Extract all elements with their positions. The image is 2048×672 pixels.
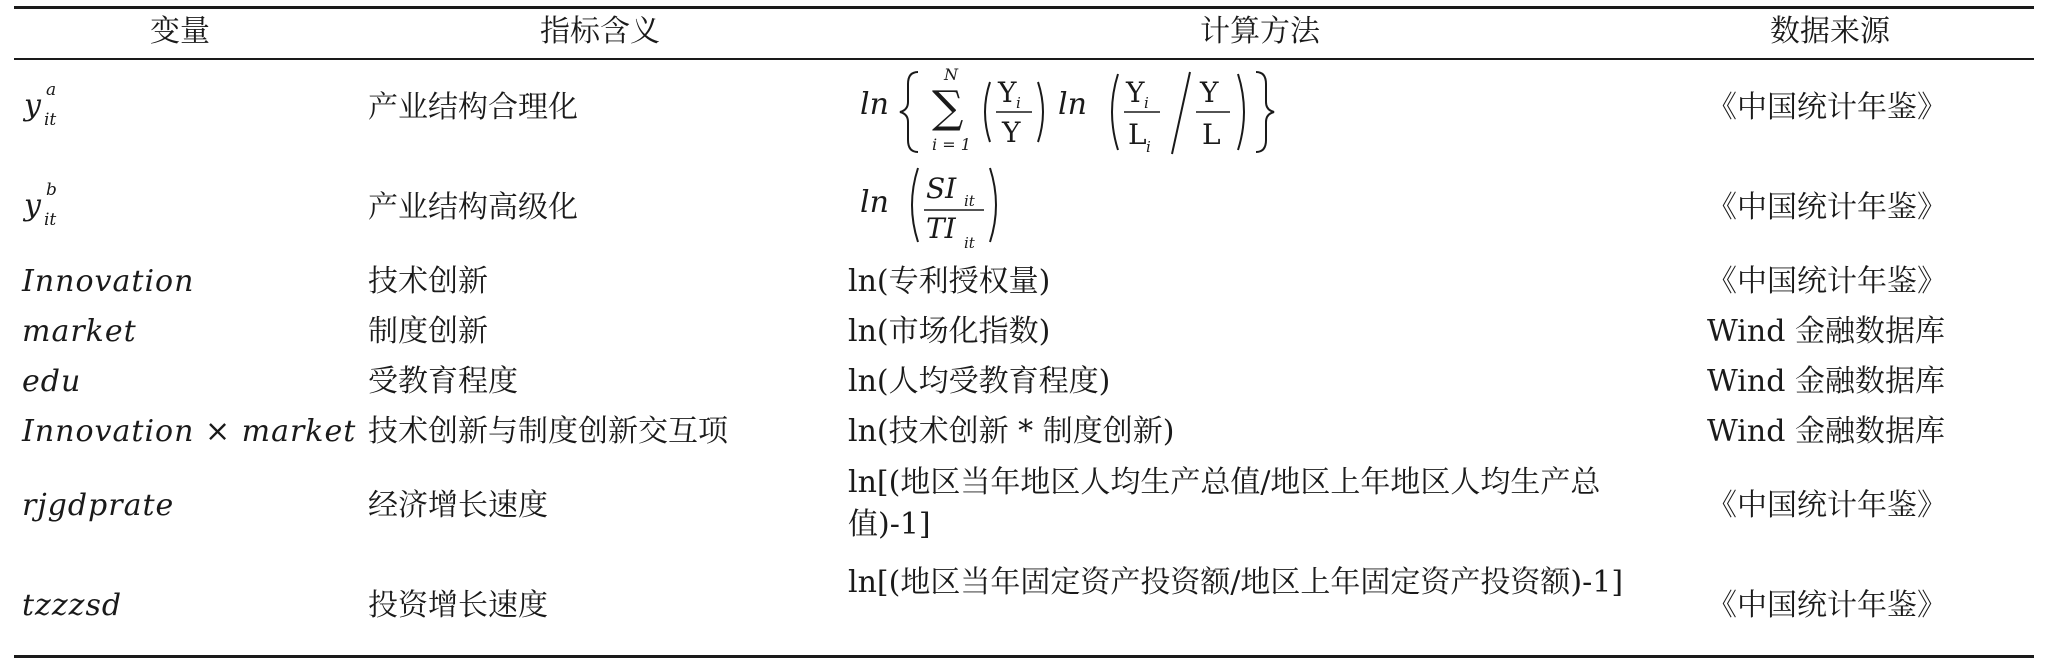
paren-r2 [1238, 74, 1244, 150]
row6-source: Wind 金融数据库 [1707, 414, 1945, 449]
row7-method: ln[(地区当年地区人均生产总值/地区上年地区人均生产总值)-1] [848, 465, 1601, 542]
row1-variable: y a it [24, 80, 57, 130]
paren-l1 [985, 82, 990, 142]
row5-meaning: 受教育程度 [368, 364, 518, 399]
brace-left [900, 72, 918, 152]
svg-text:TI: TI [926, 212, 956, 245]
paren-l2 [1112, 74, 1118, 150]
row6-method: ln(技术创新 * 制度创新) [848, 414, 1175, 449]
row7-source: 《中国统计年鉴》 [1707, 488, 1947, 523]
svg-text:L: L [1128, 118, 1147, 151]
svg-text:L: L [1202, 118, 1221, 151]
row1-source: 《中国统计年鉴》 [1707, 90, 1947, 125]
header-source: 数据来源 [1770, 14, 1890, 49]
row3-source: 《中国统计年鉴》 [1707, 264, 1947, 299]
row1-frac1-num: Y [998, 76, 1017, 109]
svg-text:SI: SI [926, 172, 957, 205]
header-variable: 变量 [150, 14, 210, 49]
svg-text:i: i [1016, 94, 1021, 112]
header-method: 计算方法 [1200, 14, 1320, 49]
row4-variable: market [22, 314, 137, 349]
row1-meaning: 产业结构合理化 [368, 90, 578, 125]
svg-text:it: it [964, 234, 975, 252]
svg-text:i: i [1146, 138, 1151, 156]
row8-meaning: 投资增长速度 [368, 588, 548, 623]
row1-frac1-den: Y [1002, 116, 1021, 149]
row3-variable: Innovation [22, 264, 195, 299]
row5-variable: edu [22, 364, 82, 399]
row1-formula-ln2: ln [1058, 87, 1087, 122]
row1-sum-lower: i = 1 [932, 135, 971, 154]
row6-meaning: 技术创新与制度创新交互项 [368, 414, 728, 449]
paren-r1 [1038, 82, 1043, 142]
row5-method: ln(人均受教育程度) [848, 364, 1111, 399]
svg-text:Y: Y [1200, 76, 1219, 109]
row8-method: ln[(地区当年固定资产投资额/地区上年固定资产投资额)-1] [848, 565, 1624, 600]
row2-formula [860, 160, 1060, 250]
row1-sigma: ∑ [932, 82, 964, 133]
brace-right [1256, 72, 1274, 152]
row4-method: ln(市场化指数) [848, 314, 1051, 349]
row2-source: 《中国统计年鉴》 [1707, 190, 1947, 225]
row4-meaning: 制度创新 [368, 314, 488, 349]
row4-source: Wind 金融数据库 [1707, 314, 1945, 349]
row1-formula [860, 62, 1320, 162]
row3-meaning: 技术创新 [368, 264, 488, 299]
bottom-rule [14, 655, 2034, 658]
row3-method: ln(专利授权量) [848, 264, 1051, 299]
row6-variable: Innovation × market [22, 414, 357, 449]
row2-meaning: 产业结构高级化 [368, 190, 578, 225]
row7-meaning: 经济增长速度 [368, 488, 548, 523]
svg-text:Y: Y [1126, 76, 1145, 109]
row1-slash [1172, 72, 1190, 154]
svg-text:it: it [964, 192, 975, 210]
row1-sum-upper: N [944, 65, 958, 84]
svg-text:i: i [1144, 94, 1149, 112]
row1-formula-ln: ln [860, 87, 889, 122]
row8-variable: tzzzsd [22, 588, 123, 623]
row2-variable: y b it [24, 180, 57, 230]
svg-text:ln: ln [860, 185, 889, 220]
header-meaning: 指标含义 [540, 14, 660, 49]
header-rule [14, 58, 2034, 60]
row7-variable: rjgdprate [22, 488, 175, 523]
row5-source: Wind 金融数据库 [1707, 364, 1945, 399]
row8-source: 《中国统计年鉴》 [1707, 588, 1947, 623]
top-rule [14, 6, 2034, 9]
